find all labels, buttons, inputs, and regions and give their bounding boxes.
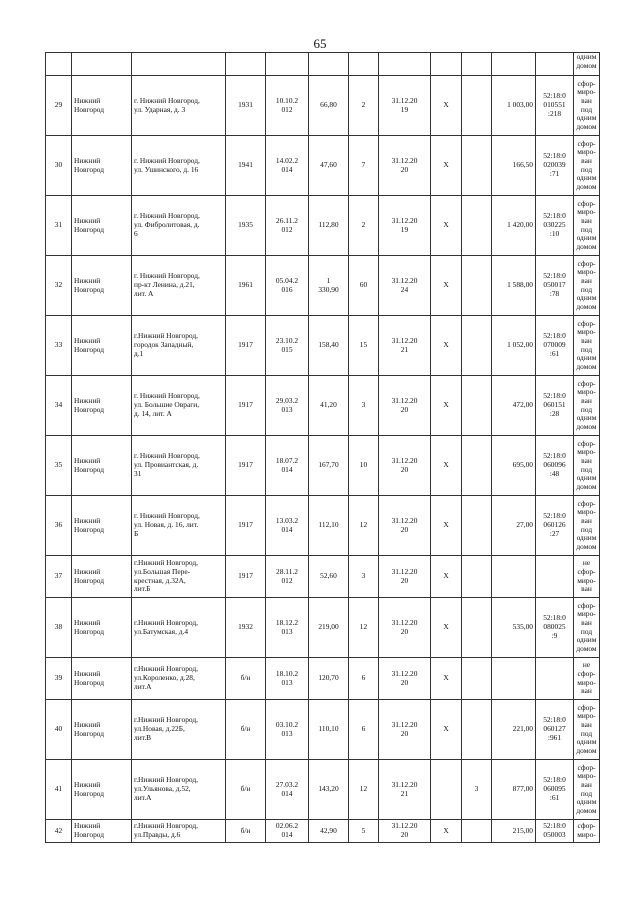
cell-amount: 535,00 — [492, 598, 536, 658]
cell-mark: Х — [431, 598, 462, 658]
cell-count: 10 — [349, 436, 379, 496]
cell-address: г.Нижний Новгород, ул.Новая, д.22Б, лит.В — [132, 700, 226, 760]
cell-count: 6 — [349, 700, 379, 760]
cell-status: сфор- миро- ван под одним домом — [574, 436, 600, 496]
cell-year: б/н — [226, 820, 266, 843]
cell-status: сфор- миро- ван под одним домом — [574, 496, 600, 556]
cell-extra — [462, 556, 492, 598]
cell-number: 39 — [46, 658, 72, 700]
cell-number: 30 — [46, 136, 72, 196]
table-row — [46, 658, 600, 700]
cell-number: 32 — [46, 256, 72, 316]
cell-status: сфор- миро- ван под одним домом — [574, 760, 600, 820]
cell-deadline: 31.12.20 20 — [379, 556, 431, 598]
cell-year: 1941 — [226, 136, 266, 196]
cell-address: г.Нижний Новгород, ул.Батумская, д.4 — [132, 598, 226, 658]
table-row — [46, 436, 600, 496]
cell-extra: 3 — [462, 760, 492, 820]
cell-count: 60 — [349, 256, 379, 316]
cell-amount: 221,00 — [492, 700, 536, 760]
cell-number: 34 — [46, 376, 72, 436]
cell-deadline: 31.12.20 20 — [379, 376, 431, 436]
cell-deadline: 31.12.20 19 — [379, 76, 431, 136]
table-row — [46, 76, 600, 136]
cell-status: одним домом — [574, 53, 600, 76]
cell-deadline: 31.12.20 20 — [379, 598, 431, 658]
cell-status: сфор- миро- ван под одним домом — [574, 316, 600, 376]
cell-date: 13.03.2 014 — [266, 496, 309, 556]
cell-cadastral: 52:18:0 070009 :61 — [536, 316, 574, 376]
cell-count: 5 — [349, 820, 379, 843]
cell-extra — [462, 658, 492, 700]
cell-address: г.Нижний Новгород, ул.Ульянова, д.52, лит.А — [132, 760, 226, 820]
cell-city: Нижний Новгород — [72, 700, 132, 760]
cell-area: 219,00 — [309, 598, 349, 658]
cell-area: 143,20 — [309, 760, 349, 820]
cell-city: Нижний Новгород — [72, 316, 132, 376]
cell-number: 38 — [46, 598, 72, 658]
cell-amount: 1 588,00 — [492, 256, 536, 316]
cell-mark: Х — [431, 436, 462, 496]
cell-city: Нижний Новгород — [72, 76, 132, 136]
cell-mark: Х — [431, 376, 462, 436]
cell-cadastral: 52:18:0 060151 :28 — [536, 376, 574, 436]
cell-number: 37 — [46, 556, 72, 598]
cell-date: 10.10.2 012 — [266, 76, 309, 136]
cell-deadline: 31.12.20 24 — [379, 256, 431, 316]
cell-amount: 472,00 — [492, 376, 536, 436]
cell-cadastral: 52:18:0 050017 :78 — [536, 256, 574, 316]
cell-extra — [462, 436, 492, 496]
cell-city: Нижний Новгород — [72, 496, 132, 556]
cell-count: 2 — [349, 76, 379, 136]
cell-count: 3 — [349, 376, 379, 436]
cell-deadline: 31.12.20 20 — [379, 496, 431, 556]
cell-cadastral: 52:18:0 020039 :71 — [536, 136, 574, 196]
cell-date: 29.03.2 013 — [266, 376, 309, 436]
cell-date: 14.02.2 014 — [266, 136, 309, 196]
cell-city: Нижний Новгород — [72, 256, 132, 316]
cell-count: 12 — [349, 760, 379, 820]
table-row — [46, 820, 600, 843]
cell-address: г.Нижний Новгород, ул.Большая Пере- крестная, д.32А, лит.Б — [132, 556, 226, 598]
cell-area: 47,60 — [309, 136, 349, 196]
cell-year: 1917 — [226, 436, 266, 496]
cell-extra — [462, 598, 492, 658]
cell-extra — [462, 376, 492, 436]
cell-year: 1931 — [226, 76, 266, 136]
cell-deadline: 31.12.20 20 — [379, 820, 431, 843]
cell-date: 02.06.2 014 — [266, 820, 309, 843]
cell-address: г. Нижний Новгород, ул. Большие Овраги, д. 14, лит. А — [132, 376, 226, 436]
cell-year: 1961 — [226, 256, 266, 316]
cell-area: 112,10 — [309, 496, 349, 556]
cell-cadastral: 52:18:0 060096 :48 — [536, 436, 574, 496]
cell-area: 52,60 — [309, 556, 349, 598]
cell-area: 42,90 — [309, 820, 349, 843]
cell-amount: 166,50 — [492, 136, 536, 196]
cell-cadastral: 52:18:0 060126 :27 — [536, 496, 574, 556]
table-row — [46, 496, 600, 556]
table-row — [46, 700, 600, 760]
housing-register-table — [45, 52, 600, 843]
cell-area: 167,70 — [309, 436, 349, 496]
cell-cadastral: 52:18:0 030225 :10 — [536, 196, 574, 256]
cell-mark: Х — [431, 136, 462, 196]
table-row — [46, 376, 600, 436]
cell-mark: Х — [431, 658, 462, 700]
cell-count: 12 — [349, 496, 379, 556]
cell-mark: Х — [431, 256, 462, 316]
cell-extra — [462, 136, 492, 196]
cell-date: 03.10.2 013 — [266, 700, 309, 760]
cell-status: сфор- миро- ван под одним домом — [574, 196, 600, 256]
cell-deadline: 31.12.20 20 — [379, 436, 431, 496]
cell-mark: Х — [431, 496, 462, 556]
cell-extra — [462, 256, 492, 316]
cell-address: г. Нижний Новгород, ул. Фибролитовая, д. 6 — [132, 196, 226, 256]
cell-status: не сфор- миро- ван — [574, 556, 600, 598]
cell-year: б/н — [226, 658, 266, 700]
cell-mark: Х — [431, 556, 462, 598]
cell-city: Нижний Новгород — [72, 376, 132, 436]
cell-deadline: 31.12.20 20 — [379, 658, 431, 700]
cell-number: 42 — [46, 820, 72, 843]
cell-area: 112,80 — [309, 196, 349, 256]
cell-number: 33 — [46, 316, 72, 376]
cell-number: 41 — [46, 760, 72, 820]
cell-address: г. Нижний Новгород, ул. Новая, д. 16, лит. Б — [132, 496, 226, 556]
cell-deadline: 31.12.20 21 — [379, 760, 431, 820]
cell-year: 1917 — [226, 316, 266, 376]
cell-city: Нижний Новгород — [72, 436, 132, 496]
cell-number: 35 — [46, 436, 72, 496]
cell-city: Нижний Новгород — [72, 598, 132, 658]
cell-date: 27.03.2 014 — [266, 760, 309, 820]
cell-city: Нижний Новгород — [72, 760, 132, 820]
table-row-continuation — [46, 53, 600, 76]
cell-number: 31 — [46, 196, 72, 256]
table-row — [46, 196, 600, 256]
cell-cadastral — [536, 556, 574, 598]
cell-address: г. Нижний Новгород, ул. Ушинского, д. 16 — [132, 136, 226, 196]
cell-date: 05.04.2 016 — [266, 256, 309, 316]
cell-count: 12 — [349, 598, 379, 658]
cell-address: г. Нижний Новгород, пр-кт Ленина, д.21, лит. А — [132, 256, 226, 316]
cell-deadline: 31.12.20 20 — [379, 700, 431, 760]
cell-number: 29 — [46, 76, 72, 136]
cell-extra — [462, 496, 492, 556]
cell-status: сфор- миро- ван под одним домом — [574, 700, 600, 760]
cell-year: б/н — [226, 760, 266, 820]
cell-extra — [462, 76, 492, 136]
cell-date: 18.10.2 013 — [266, 658, 309, 700]
cell-mark: Х — [431, 196, 462, 256]
cell-count: 3 — [349, 556, 379, 598]
cell-area: 1 330,90 — [309, 256, 349, 316]
cell-extra — [462, 316, 492, 376]
cell-mark — [431, 760, 462, 820]
table-row — [46, 598, 600, 658]
cell-address: г.Нижний Новгород, ул.Короленко, д.28, лит.А — [132, 658, 226, 700]
cell-cadastral: 52:18:0 060095 :61 — [536, 760, 574, 820]
cell-number: 40 — [46, 700, 72, 760]
cell-extra — [462, 820, 492, 843]
table-row — [46, 136, 600, 196]
cell-cadastral: 52:18:0 080025 :9 — [536, 598, 574, 658]
table-row — [46, 556, 600, 598]
cell-area: 158,40 — [309, 316, 349, 376]
cell-date: 18.12.2 013 — [266, 598, 309, 658]
cell-count: 6 — [349, 658, 379, 700]
cell-deadline: 31.12.20 20 — [379, 136, 431, 196]
cell-amount: 1 420,00 — [492, 196, 536, 256]
cell-extra — [462, 196, 492, 256]
cell-address: г.Нижний Новгород, ул.Правды, д.6 — [132, 820, 226, 843]
cell-status: сфор- миро- ван под одним домом — [574, 136, 600, 196]
page-number: 65 — [313, 36, 327, 51]
table-row — [46, 316, 600, 376]
cell-amount: 27,00 — [492, 496, 536, 556]
cell-count: 2 — [349, 196, 379, 256]
cell-status: сфор- миро- ван под одним домом — [574, 598, 600, 658]
cell-mark: Х — [431, 820, 462, 843]
cell-status: сфор- миро- ван под одним домом — [574, 376, 600, 436]
cell-city: Нижний Новгород — [72, 136, 132, 196]
cell-year: 1917 — [226, 496, 266, 556]
cell-area: 66,80 — [309, 76, 349, 136]
cell-year: б/н — [226, 700, 266, 760]
cell-amount: 215,00 — [492, 820, 536, 843]
cell-extra — [462, 700, 492, 760]
cell-mark: Х — [431, 76, 462, 136]
cell-address: г.Нижний Новгород, городок Западный, д.1 — [132, 316, 226, 376]
cell-date: 28.11.2 012 — [266, 556, 309, 598]
cell-cadastral — [536, 658, 574, 700]
cell-cadastral: 52:18:0 060127 :961 — [536, 700, 574, 760]
table-row — [46, 760, 600, 820]
cell-amount — [492, 556, 536, 598]
cell-amount: 1 052,00 — [492, 316, 536, 376]
cell-city: Нижний Новгород — [72, 556, 132, 598]
cell-amount — [492, 658, 536, 700]
cell-year: 1935 — [226, 196, 266, 256]
cell-deadline: 31.12.20 19 — [379, 196, 431, 256]
cell-status: сфор- миро- — [574, 820, 600, 843]
cell-cadastral: 52:18:0 050003 — [536, 820, 574, 843]
cell-mark: Х — [431, 316, 462, 376]
table-row — [46, 256, 600, 316]
cell-date: 26.11.2 012 — [266, 196, 309, 256]
cell-amount: 695,00 — [492, 436, 536, 496]
cell-amount: 877,00 — [492, 760, 536, 820]
cell-status: сфор- миро- ван под одним домом — [574, 256, 600, 316]
cell-city: Нижний Новгород — [72, 196, 132, 256]
cell-area: 120,70 — [309, 658, 349, 700]
cell-status: сфор- миро- ван под одним домом — [574, 76, 600, 136]
cell-city: Нижний Новгород — [72, 658, 132, 700]
cell-amount: 1 003,00 — [492, 76, 536, 136]
cell-year: 1917 — [226, 376, 266, 436]
cell-area: 41,20 — [309, 376, 349, 436]
cell-deadline: 31.12.20 21 — [379, 316, 431, 376]
cell-number: 36 — [46, 496, 72, 556]
cell-status: не сфор- миро- ван — [574, 658, 600, 700]
cell-date: 18.07.2 014 — [266, 436, 309, 496]
cell-city: Нижний Новгород — [72, 820, 132, 843]
cell-mark: Х — [431, 700, 462, 760]
cell-address: г. Нижний Новгород, ул. Провиантская, д. 31 — [132, 436, 226, 496]
cell-year: 1932 — [226, 598, 266, 658]
cell-year: 1917 — [226, 556, 266, 598]
cell-date: 23.10.2 015 — [266, 316, 309, 376]
cell-count: 7 — [349, 136, 379, 196]
cell-address: г. Нижний Новгород, ул. Ударная, д. 3 — [132, 76, 226, 136]
cell-cadastral: 52:18:0 010551 :218 — [536, 76, 574, 136]
cell-area: 110,10 — [309, 700, 349, 760]
cell-count: 15 — [349, 316, 379, 376]
